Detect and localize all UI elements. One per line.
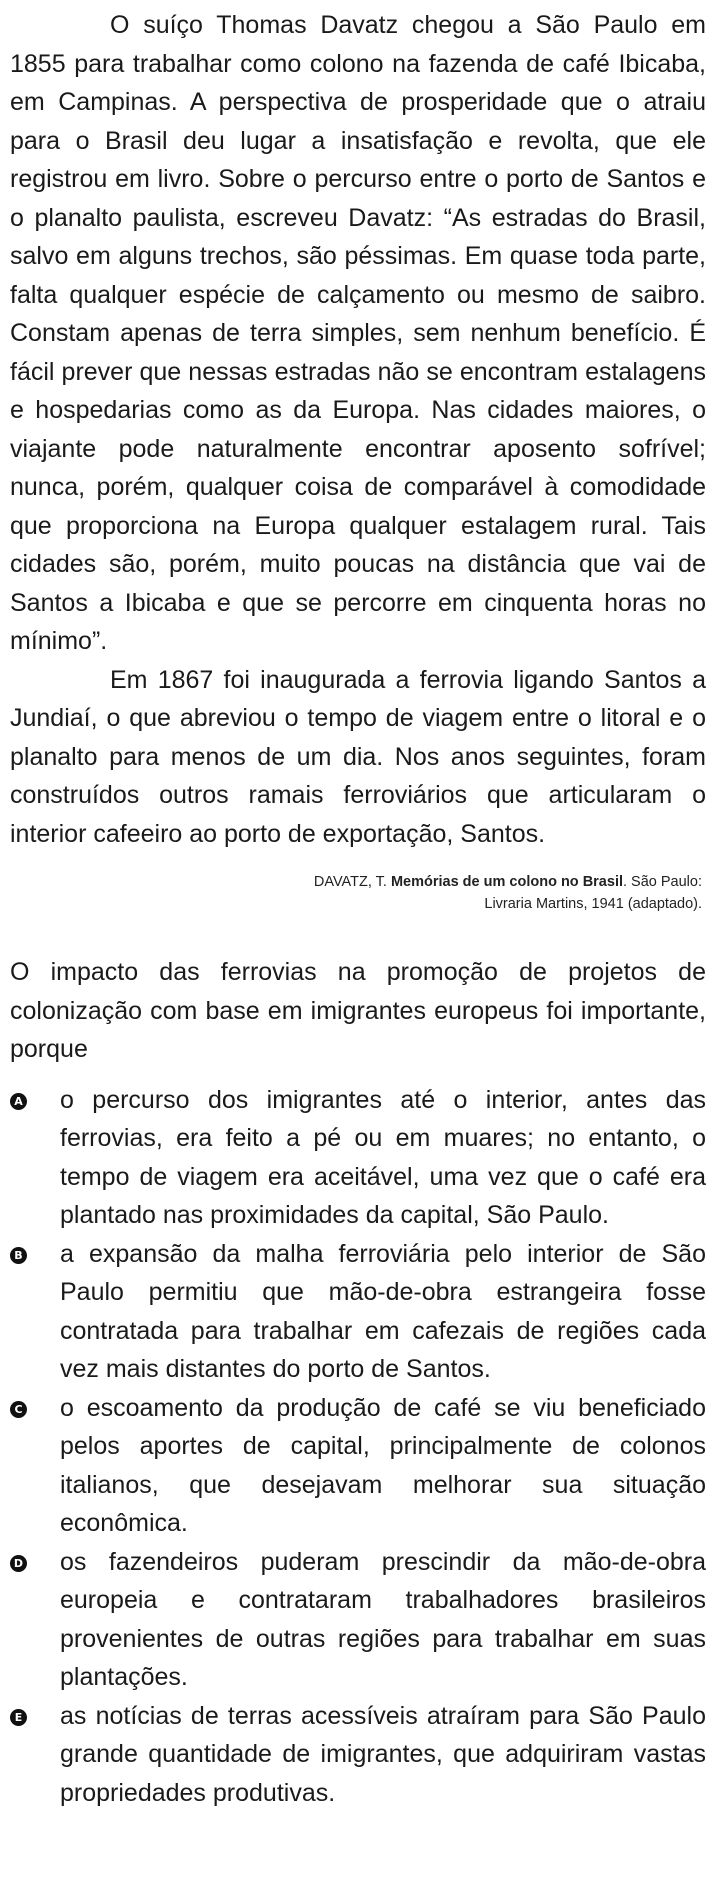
option-c[interactable]: [10, 1389, 706, 1543]
option-letter-badge: B: [10, 1247, 27, 1264]
option-text: os fazendeiros puderam prescindir da mão-de-obra europeia e contrataram trabalhadores brasileiros provenientes de outras regiões para trabalhar em suas plantações.: [60, 1547, 706, 1691]
citation-publisher: . São Paulo:: [623, 874, 702, 890]
option-d[interactable]: [10, 1543, 706, 1697]
passage-paragraph-2: Em 1867 foi inaugurada a ferrovia ligando Santos a Jundiaí, o que abreviou o tempo de viagem entre o litoral e o planalto para menos de um dia. Nos anos seguintes, foram construídos outros ramais ferroviários que articularam o interior cafeeiro ao porto de exportação, Santos.: [10, 665, 706, 848]
passage-paragraph-1: O suíço Thomas Davatz chegou a São Paulo em 1855 para trabalhar como colono na fazenda de café Ibicaba, em Campinas. A perspectiva de prosperidade que o atraiu para o Brasil deu lugar a insatisfação e revolta, que ele registrou em livro. Sobre o percurso entre o porto de Santos e o planalto paulista, escreveu Davatz: “As estradas do Brasil, salvo em alguns trechos, são péssimas. Em quase toda parte, falta qualquer espécie de calçamento ou mesmo de saibro. Constam apenas de terra simples, sem nenhum benefício. É fácil prever que nessas estradas não se encontram estalagens e hospedarias como as da Europa. Nas cidades maiores, o viajante pode naturalmente encontrar aposento sofrível; nunca, porém, qualquer coisa de comparável à comodidade que proporciona na Europa qualquer estalagem rural. Tais cidades são, porém, muito poucas na distância que vai de Santos a Ibicaba e que se percorre em cinquenta horas no mínimo”.: [10, 11, 706, 655]
option-letter-badge: E: [10, 1709, 27, 1726]
question-stem: O impacto das ferrovias na promoção de projetos de colonização com base em imigrantes europeus foi importante, porque: [10, 958, 706, 1063]
option-e[interactable]: [10, 1697, 706, 1813]
option-b[interactable]: [10, 1235, 706, 1389]
citation-edition: Livraria Martins, 1941 (adaptado).: [484, 896, 702, 912]
option-letter-badge: D: [10, 1555, 27, 1572]
option-text: o percurso dos imigrantes até o interior, antes das ferrovias, era feito a pé ou em muares; no entanto, o tempo de viagem era aceitável, uma vez que o café era plantado nas proximidades da capital, São Paulo.: [60, 1085, 706, 1229]
option-letter-badge: C: [10, 1401, 27, 1418]
citation-title: Memórias de um colono no Brasil: [390, 874, 623, 890]
option-text: o escoamento da produção de café se viu beneficiado pelos aportes de capital, principalmente de colonos italianos, que desejavam melhorar sua situação econômica.: [60, 1393, 706, 1537]
citation-author: DAVATZ, T.: [313, 874, 391, 890]
option-letter-badge: A: [10, 1093, 27, 1110]
option-text: a expansão da malha ferroviária pelo interior de São Paulo permitiu que mão-de-obra estrangeira fosse contratada para trabalhar em cafezais de regiões cada vez mais distantes do porto de Santos.: [60, 1239, 706, 1383]
source-citation: [10, 871, 702, 915]
option-text: as notícias de terras acessíveis atraíram para São Paulo grande quantidade de imigrantes, que adquiriram vastas propriedades produtivas.: [60, 1701, 706, 1807]
option-a[interactable]: [10, 1081, 706, 1235]
answer-options: [10, 1081, 706, 1813]
